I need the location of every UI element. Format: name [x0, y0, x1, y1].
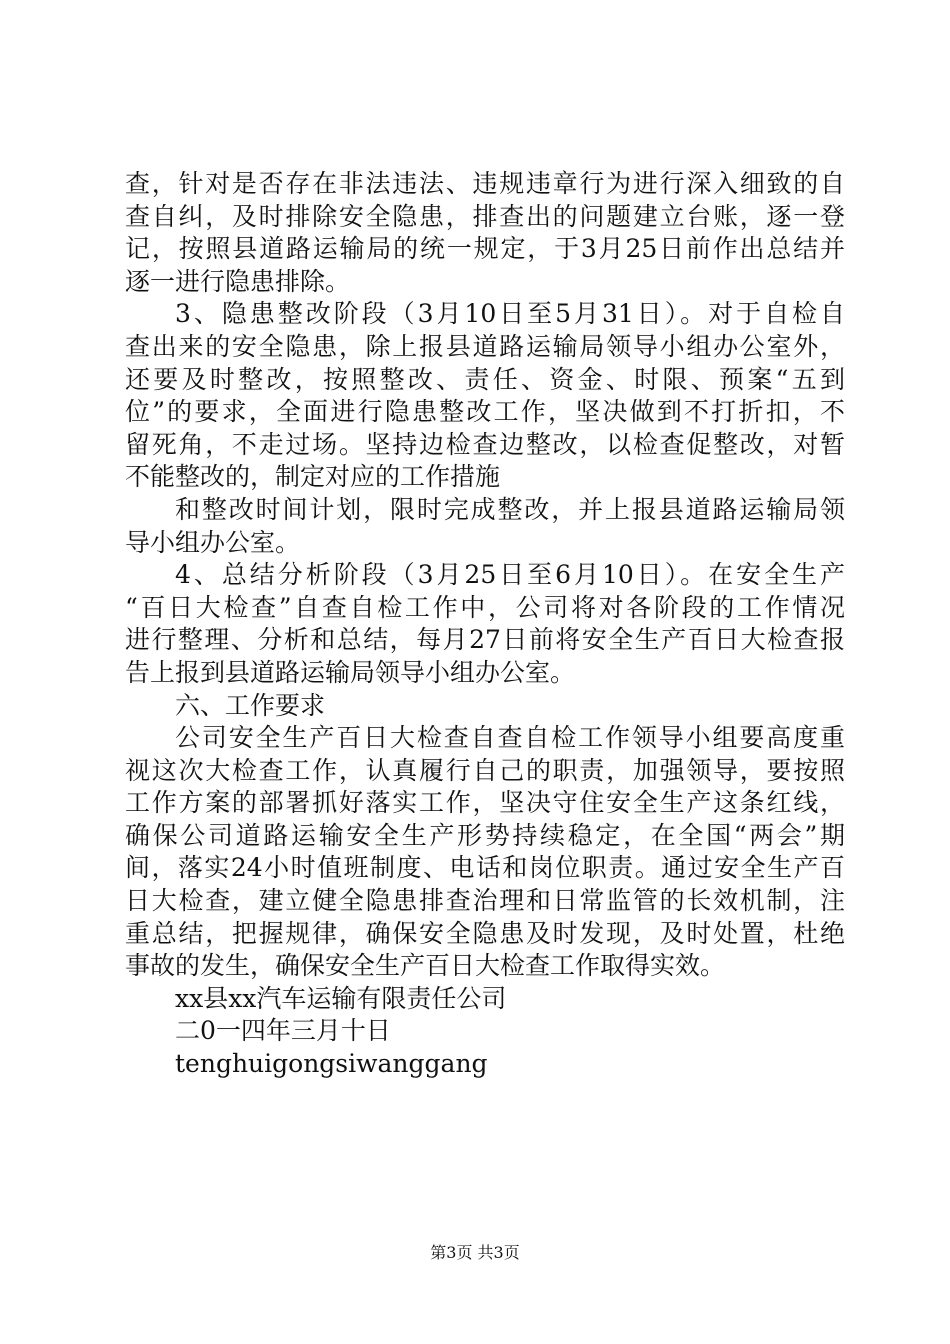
signature-date: 二0一四年三月十日	[175, 1016, 391, 1046]
text-line: 导小组办公室。	[125, 527, 301, 557]
text-line: 不能整改的，制定对应的工作措施	[125, 462, 501, 492]
text-line: 重总结，把握规律，确保安全隐患及时发现，及时处置，杜绝	[125, 918, 845, 948]
text-line: 间，落实24小时值班制度、电话和岗位职责。通过安全生产百	[125, 853, 845, 883]
page-number: 第3页 共3页	[430, 1243, 520, 1262]
text-line: 记，按照县道路运输局的统一规定，于3月25日前作出总结并	[125, 234, 845, 264]
page-footer	[0, 1243, 950, 1263]
text-line: 事故的发生，确保安全生产百日大检查工作取得实效。	[125, 951, 726, 981]
section-heading: 六、工作要求	[175, 690, 326, 720]
text-line: 进行整理、分析和总结，每月27日前将安全生产百日大检查报	[125, 625, 845, 655]
text-line: “百日大检查”自查自检工作中，公司将对各阶段的工作情况	[125, 592, 845, 622]
text-line: 工作方案的部署抓好落实工作，坚决守住安全生产这条红线，	[125, 788, 845, 818]
text-line: 3、隐患整改阶段（3月10日至5月31日）。对于自检自	[175, 299, 845, 329]
text-line: 和整改时间计划，限时完成整改，并上报县道路运输局领	[175, 494, 845, 524]
document-body	[125, 168, 845, 1081]
text-line: 逐一进行隐患排除。	[125, 266, 351, 296]
text-line: 位”的要求，全面进行隐患整改工作，坚决做到不打折扣，不	[125, 397, 845, 427]
text-line: 日大检查，建立健全隐患排查治理和日常监管的长效机制，注	[125, 886, 845, 916]
trailing-text: tenghuigongsiwanggang	[175, 1049, 488, 1079]
text-line: 留死角，不走过场。坚持边检查边整改，以检查促整改，对暂	[125, 429, 845, 459]
text-line: 公司安全生产百日大检查自查自检工作领导小组要高度重	[175, 723, 845, 753]
text-line: 告上报到县道路运输局领导小组办公室。	[125, 657, 576, 687]
text-line: 查，针对是否存在非法违法、违规违章行为进行深入细致的自	[125, 169, 845, 198]
text-line: 还要及时整改，按照整改、责任、资金、时限、预案“五到	[125, 364, 845, 394]
signature-company: xx县xx汽车运输有限责任公司	[175, 983, 507, 1013]
text-line: 查自纠，及时排除安全隐患，排查出的问题建立台账，逐一登	[125, 201, 845, 231]
text-line: 确保公司道路运输安全生产形势持续稳定，在全国“两会”期	[125, 820, 845, 850]
text-line: 4、总结分析阶段（3月25日至6月10日）。在安全生产	[175, 560, 845, 590]
text-line: 查出来的安全隐患，除上报县道路运输局领导小组办公室外，	[125, 331, 845, 361]
text-line: 视这次大检查工作，认真履行自己的职责，加强领导，要按照	[125, 755, 845, 785]
